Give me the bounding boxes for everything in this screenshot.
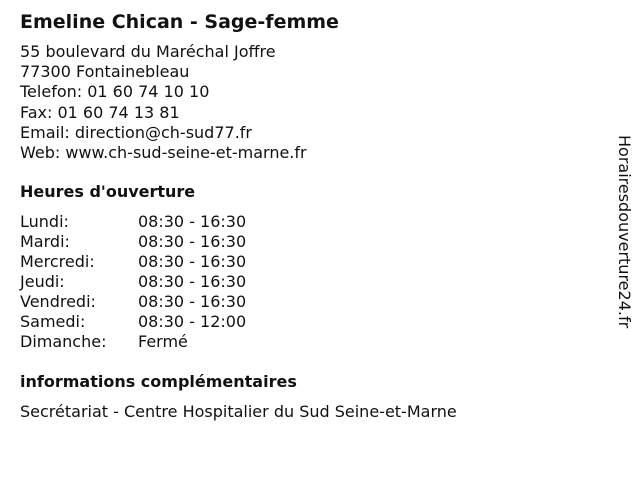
phone-text: Telefon: 01 60 74 10 10	[20, 82, 210, 102]
day-label: Vendredi:	[20, 292, 96, 312]
hours-row-tuesday	[20, 232, 600, 252]
day-hours: 08:30 - 16:30	[138, 252, 247, 272]
day-label: Samedi:	[20, 312, 86, 332]
day-label: Lundi:	[20, 212, 69, 232]
hours-row-sunday	[20, 332, 600, 352]
opening-hours-heading: Heures d'ouverture	[20, 182, 196, 202]
hours-row-thursday	[20, 272, 600, 292]
additional-info-text: Secrétariat - Centre Hospitalier du Sud Seine-et-Marne	[20, 402, 457, 422]
fax-text: Fax: 01 60 74 13 81	[20, 102, 180, 122]
site-watermark: Horairesdouverture24.fr	[615, 135, 634, 329]
day-label: Mardi:	[20, 232, 70, 252]
opening-hours-table	[20, 212, 600, 352]
address-street: 55 boulevard du Maréchal Joffre	[20, 42, 276, 61]
email-text: Email: direction@ch-sud77.fr	[20, 122, 252, 142]
address-city: 77300 Fontainebleau	[20, 62, 190, 82]
hours-row-monday	[20, 212, 600, 232]
listing-card	[20, 9, 600, 422]
additional-info-heading: informations complémentaires	[20, 372, 297, 392]
day-hours: 08:30 - 16:30	[138, 272, 247, 292]
hours-row-saturday	[20, 312, 600, 332]
day-label: Mercredi:	[20, 252, 95, 272]
day-label: Dimanche:	[20, 332, 107, 352]
contact-details	[20, 42, 600, 163]
day-label: Jeudi:	[20, 272, 65, 292]
day-hours: 08:30 - 16:30	[138, 232, 247, 252]
day-hours: 08:30 - 16:30	[138, 212, 247, 232]
day-hours: 08:30 - 16:30	[138, 292, 247, 312]
hours-row-wednesday	[20, 252, 600, 272]
page-title: Emeline Chican - Sage-femme	[20, 11, 339, 33]
website-text: Web: www.ch-sud-seine-et-marne.fr	[20, 143, 307, 163]
hours-row-friday	[20, 292, 600, 312]
day-hours: 08:30 - 12:00	[138, 312, 247, 332]
day-hours: Fermé	[138, 332, 188, 352]
